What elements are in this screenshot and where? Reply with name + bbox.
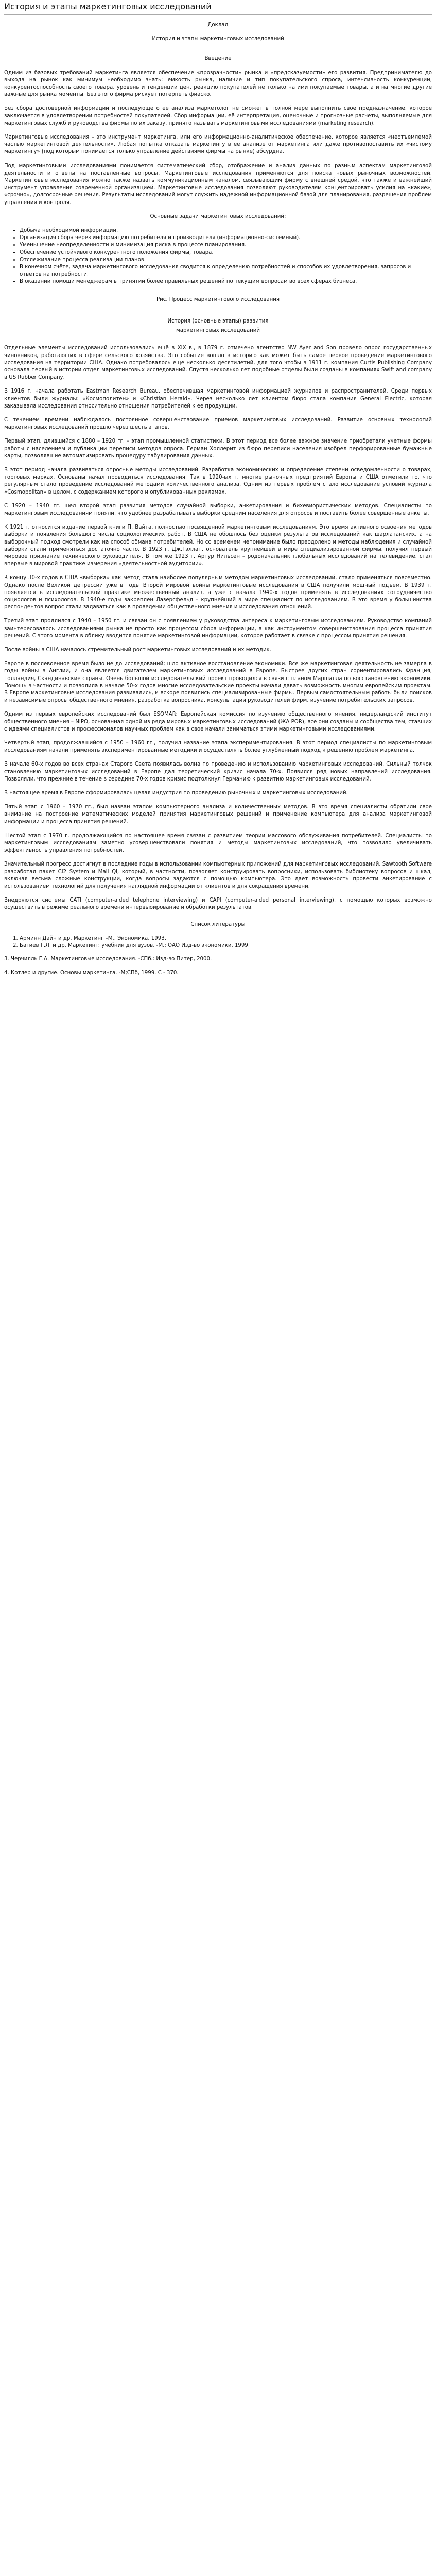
- reference-item: 3. Черчилль Г.А. Маркетинговые исследования. -СПб.: Изд-во Питер, 2000.: [4, 956, 212, 962]
- history-section: [4, 345, 432, 911]
- doc-subtitle: История и этапы маркетинговых исследований: [152, 36, 284, 42]
- paragraph: В начале 60-х годов во всех странах Старого Света появилась волна по проведению и использованию маркетинговых исследований. Сильный толчок становлению маркетинговых исследований в Европе дал теоретический кризис начала 70-х. Появился ряд новых направлений исследования. Позволяли, что прежние в течение в середине 70-х годов кризис подтолкнул Германию к развитию маркетинговых исследований.: [4, 761, 432, 782]
- figure-caption: Рис. Процесс маркетингового исследования: [156, 296, 280, 302]
- intro-section: [4, 70, 432, 207]
- paragraph: Пятый этап с 1960 – 1970 гг., был назван этапом компьютерного анализа и количественных методов. В это время специалисты обратили свое внимание на построение математических моделей принятия маркетинговых решений и применение компьютера для анализа маркетинговой информации и процесса принятия решений.: [4, 804, 432, 825]
- history-heading: История (основные этапы) развития: [167, 318, 269, 324]
- list-item: • В оказании помощи менеджерам в принятии более правильных решений по текущим вопросам во всех сферах бизнеса.: [20, 278, 432, 285]
- paragraph: Шестой этап с 1970 г. продолжающийся по настоящее время связан с развитием теории массового обслуживания потребителей. Специалисты по маркетинговым исследованиям заметно усовершенствовали понятия и методы маркетинговых исследований, что позволило увеличивать эффективность управления потребностей.: [4, 833, 432, 854]
- page-title: История и этапы маркетинговых исследований: [4, 0, 432, 15]
- reference-item: 2. Багиев Г.Л. и др. Маркетинг: учебник для вузов. -М.: ОАО Изд-во экономики, 1999.: [20, 942, 432, 950]
- paragraph: Первый этап, длившийся с 1880 – 1920 гг. – этап промышленной статистики. В этот период все более важное значение приобретали учетные формы работы с населением и публикации переписи методов опроса. Герман Холлерит из бюро переписи населения изобрел перфорированные бумажные карты, позволявшие автоматизировать процедуру табулирования данных.: [4, 438, 432, 459]
- paragraph: К концу 30-х годов в США «выборка» как метод стала наиболее популярным методом маркетинговых исследований, стало применяться повсеместно. Однако после Великой депрессии уже в годы Второй мировой войны маркетинговые исследования в США получили мощный подъем. В 1939 г. появляется в исследовательской практике множественный анализ, а уже с начала 1940-х годов применять в исследованиях сотрудничество социологов и психологов. В 1940-е годы закреплен Лазерсфельд – крупнейший в мире специалист по исследованиям. В это время у большинства респондентов вопрос стали задаваться как в проведении общественного мнения и исследования отношений.: [4, 575, 432, 611]
- paragraph: В 1916 г. начала работать Eastman Research Bureau, обеспечившая маркетинговой информацией журналов и распространителей. Среди первых клиентов были журналы: «Космополитен» и «Christian Herald». Через несколько лет клиентом бюро стала компания General Electric, которая заказывала исследования относительно отношения потребителей к ее продукции.: [4, 388, 432, 409]
- list-item: • Обеспечение устойчивого конкурентного положения фирмы, товара.: [20, 249, 432, 257]
- doc-label: Доклад: [207, 22, 229, 28]
- intro-heading: Введение: [204, 56, 232, 62]
- document-page: [0, 0, 436, 981]
- tasks-list: [4, 227, 432, 286]
- list-item: • В конечном счёте, задача маркетингового исследования сводится к определению потребностей и способов их удовлетворения, запросов и ответов на потребности.: [20, 264, 432, 278]
- paragraph: Европе в послевоенное время было не до исследований; шло активное восстановление экономики. Все же маркетинговая деятельность не замерла в годы войны в Англии, и она является двигателем маркетинговых исследований в Европе. Быстрее других стран сориентировались Франция, Голландия, Скандинавские страны. Очень большой исследовательский проект проводился в связи с планом Маршалла по восстановлению экономики. Помощь в частности и позволила в начале 50-х годов многие исследовательские проекты начали давать возможность многим европейским проектам. В Европе маркетинговые исследования развивались, и вскоре появились специализированные фирмы. Первым самостоятельным работы были поисков и независимые опросы общественного мнения, разработка вопросника, консультации руководителей фирм, изучение потребительских запросов.: [4, 661, 432, 704]
- paragraph: С течением времени наблюдалось постоянное совершенствование приемов маркетинговых исследований. Развитие основных технологий маркетинговых исследований прошло через шесть этапов.: [4, 417, 432, 431]
- paragraph: С 1920 – 1940 гг. шел второй этап развития методов случайной выборки, анкетирования и бихевиористических методов. Специалисты по маркетинговым исследованиям поняли, что удобнее разрабатывать выборки средним населения для опросов и поставить более совершенные анкеты.: [4, 503, 432, 516]
- paragraph: К 1921 г. относится издание первой книги П. Вайта, полностью посвященной маркетинговым исследованиям. Это время активного освоения методов выборки и появления большого числа социологических работ. В США не обошлось без оценки результатов исследований как шарлатанских, а на выборочный подход смотрели как на способ обмана потребителей. Но со временем непонимание было преодолено и методы наблюдения и случайной выборки стали применяться достаточно часто. В 1923 г. Дж.Гэллап, основатель крупнейшей в мире специализированной фирмы, получил первый мировое признание технического руководителя. В том же 1923 г. Артур Нильсен – родоначальник глобальных исследований на телевидение, стал впервые в мировой практике измерения «деятельностной аудитории».: [4, 524, 432, 567]
- paragraph: Под маркетинговыми исследованиями понимается систематический сбор, отображение и анализ данных по разным аспектам маркетинговой деятельности и ответы на поставленные вопросы. Маркетинговые исследования применяются для поиска новых рыночных возможностей. Маркетинговые исследования можно также назвать коммуникационным каналом, связывающим фирму с внешней средой, что также и важнейший инструмент управления современной организацией. Маркетинговые исследования позволяют руководителям концентрировать усилия на «какие», «срочно», долгосрочные решения. Результаты исследований могут служить надежной информационной базой для планирования, разрешения проблем управления и контроля.: [4, 163, 432, 206]
- history-heading-line-2: маркетинговых исследований: [176, 328, 260, 334]
- list-item: • Отслеживание процесса реализации планов.: [20, 257, 432, 264]
- paragraph: Внедряются системы CATI (computer-aided telephone interviewing) и CAPI (computer-aided personal interviewing), с помощью которых возможно осуществить в режиме реального времени интервьюирование и обработки результатов.: [4, 897, 432, 911]
- reference-item: 4. Котлер и другие. Основы маркетинга. -М;СПб, 1999. С - 370.: [4, 970, 179, 976]
- paragraph: Маркетинговые исследования – это инструмент маркетинга, или его информационно-аналитическое обеспечение, которое является «неотъемлемой частью маркетинговой деятельности». Любая попытка отказать маркетингу в её анализе от маркетинга или даже противопоставить их «чистому маркетингу» (под которым понимается только управление действиями фирмы на рынке) абсурдна.: [4, 134, 432, 155]
- paragraph: Третий этап продлился с 1940 – 1950 гг. и связан он с появлением у руководства интереса к маркетинговым исследованиям. Руководство компаний заинтересовалось исследованиями рынка не просто как процессом сбора информации, а как инструментом совершенствования процесса принятия решений. С этого момента в облику вводится понятие маркетинговой информации, которое работает в связке с процессом принятия решения.: [4, 618, 432, 639]
- paragraph: Четвертый этап, продолжавшийся с 1950 – 1960 гг., получил название этапа экспериментирования. В этот период специалисты по маркетинговым исследованиям начали применять экспериментированные методики и осуществлять более углубленный подход к решению проблем маркетинга.: [4, 740, 432, 754]
- paragraph: Одним из первых европейских исследований был ESOMAR: Европейская комиссия по изучению общественного мнения, нидерландский институт общественного мнения – NIPO, основанная одной из ряда мировых маркетинговых исследований (ЖА POR), все они созданы и сообщества тем, ставших с идеями специалистов и профессионалов научных проблем как в свое начали заниматься этими маркетинговыми исследованиями.: [4, 711, 432, 732]
- references-list: [4, 935, 432, 950]
- paragraph: Без сбора достоверной информации и последующего её анализа маркетолог не сможет в полной мере выполнить свое предназначение, которое заключается в удовлетворении потребностей покупателей. Сбор информации, её интерпретация, оценочные и прогнозные расчеты, выполняемые для маркетинговых служб и руководства фирмы по их заказу, принято называть маркетинговыми исследованиями (marketing research).: [4, 106, 432, 126]
- tasks-heading: Основные задачи маркетинговых исследований:: [150, 213, 286, 219]
- references-heading: Список литературы: [190, 921, 246, 927]
- paragraph: Значительный прогресс достигнут в последние годы в использовании компьютерных приложений для маркетинговых исследований. Sawtooth Software разработал пакет Ci2 System и Mall Qi, который, в частности, позволяет конструировать вопросники, использовать библиотеку вопросов и шкал, включая весьма сложные конструкции, когда вопросы задаются с помощью компьютера. Это дает возможность провести анкетирование с использованием технологий для получения наглядной информации от клиентов и для сокращения времени.: [4, 861, 432, 890]
- paragraph: В настоящее время в Европе сформировалась целая индустрия по проведению рыночных и маркетинговых исследований.: [4, 790, 348, 796]
- list-item: • Добыча необходимой информации.: [20, 227, 432, 234]
- paragraph: Отдельные элементы исследований использовались ещё в XIX в., в 1879 г. отмечено агентство NW Ayer and Son провело опрос государственных чиновников, работающих в сфере сельского хозяйства. Это событие вошло в историю как может быть самое первое проведение маркетингового исследования на территории США. Однако потребовалось еще несколько десятилетий, для того чтобы в 1911 г. компания Curtis Publishing Company основала первый в истории отдел маркетинговых исследований. Спустя несколько лет подобные отделы были созданы в компаниях Swift and company в US Rubber Company.: [4, 345, 432, 381]
- paragraph: Одним из базовых требований маркетинга является обеспечение «прозрачности» рынка и «предсказуемости» его развития. Предпринимателю до выхода на рынок как минимум необходимо знать: емкость рынка, наличие и тип покупательского спроса, интенсивность конкуренции, конкурентоспособность своего товара, уровень и тенденции цен, реакцию покупателей не только на ими покупаемые товары, а и на многие другие важные для рынка моменты. Без этого фирма рискует потерпеть фиаско.: [4, 70, 432, 98]
- list-item: • Уменьшение неопределенности и минимизация риска в процессе планирования.: [20, 242, 432, 249]
- list-item: • Организация сбора через информацию потребителя и производителя (информационно-системный).: [20, 234, 432, 242]
- paragraph: В этот период начала развиваться опросные методы исследований. Разработка экономических и определение степени осведомленности о товарах, торговых марках. Основаны начал проводиться исследования. Так в 1920-ых г. многие рыночных предприятий Европы и США отметили то, что регулярным стало проведение исследований методами количественного анализа. Одним из первых проблем стало исследование условий журнала «Cosmopolitan» в целом, с содержанием которого и опубликованных рекламах.: [4, 467, 432, 495]
- paragraph: После войны в США началось стремительный рост маркетинговых исследований и их методик.: [4, 647, 271, 653]
- reference-item: 1. Арминн Дайн и др. Маркетинг –М., Экономика, 1993.: [20, 935, 432, 942]
